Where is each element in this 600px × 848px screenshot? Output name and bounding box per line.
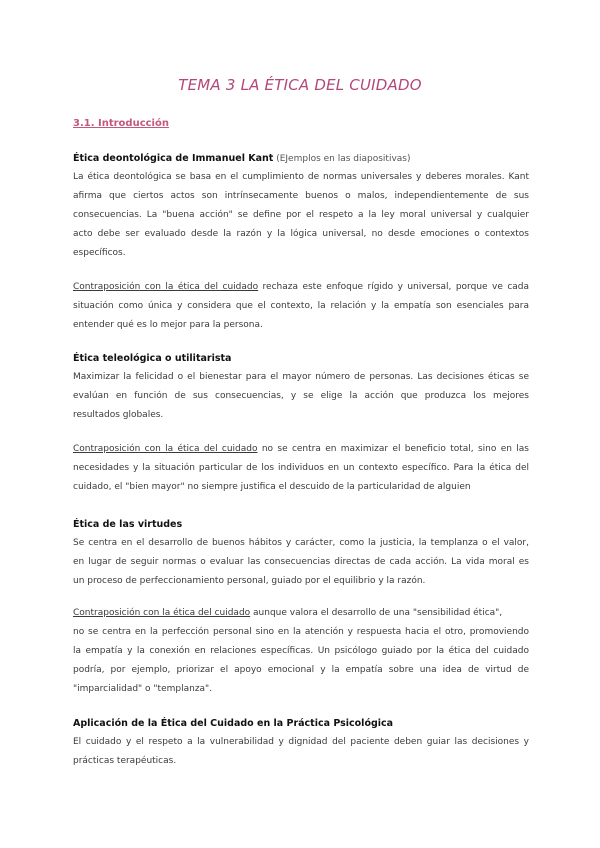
contrast-text: rechaza este enfoque rígido y universal, porque ve cada [258, 282, 530, 292]
paragraph-line: evalúan en función de sus consecuencias, y se elige la acción que produzca los mejores [73, 391, 529, 401]
paragraph-line: "imparcialidad" o "templanza". [73, 684, 213, 694]
paragraph-line: Se centra en el desarrollo de buenos hábitos y carácter, como la justicia, la templanza o el valor, [73, 538, 529, 548]
application-heading: Aplicación de la Ética del Cuidado en la Práctica Psicológica [73, 718, 394, 729]
deontological-heading-text: Ética deontológica de Immanuel Kant [73, 153, 274, 164]
contrast-3-block [73, 604, 529, 699]
contrast-2-block [73, 440, 529, 497]
paragraph-line: La ética deontológica se basa en el cumplimiento de normas universales y deberes morales. Kant [73, 172, 529, 182]
paragraph-line: El cuidado y el respeto a la vulnerabilidad y dignidad del paciente deben guiar las decisiones y [73, 737, 529, 747]
paragraph-line: cuidado, el "bien mayor" no siempre justifica el descuido de la particularidad de alguien [73, 482, 471, 492]
paragraph-line: prácticas terapéuticas. [73, 756, 177, 766]
paragraph-line [73, 278, 529, 297]
paragraph-line: situación como única y considera que el contexto, la relación y la empatía son esenciales para [73, 301, 529, 311]
contrast-label: Contraposición con la ética del cuidado [73, 282, 259, 292]
section-heading: 3.1. Introducción [73, 118, 169, 129]
deontological-heading [73, 149, 529, 168]
contrast-label: Contraposición con la ética del cuidado [73, 444, 258, 454]
paragraph-line [73, 604, 529, 623]
contrast-text: aunque valora el desarrollo de una "sensibilidad ética", [250, 608, 503, 618]
deontological-block [73, 149, 529, 263]
paragraph-line: específicos. [73, 248, 126, 258]
contrast-1-block [73, 278, 529, 335]
application-block [73, 714, 529, 771]
paragraph-line: afirma que ciertos actos son intrínsecamente buenos o malos, independientemente de sus [73, 191, 529, 201]
teleological-heading: Ética teleológica o utilitarista [73, 353, 232, 364]
deontological-note: (EJemplos en las diapositivas) [273, 154, 411, 164]
paragraph-line: la empatía y la conexión en relaciones específicas. Un psicólogo guiado por la ética del cuidado [73, 646, 529, 656]
paragraph-line: en lugar de seguir normas o evaluar las consecuencias directas de cada acción. La vida moral es [73, 557, 529, 567]
teleological-block [73, 349, 529, 425]
virtues-heading: Ética de las virtudes [73, 519, 183, 530]
paragraph-line: Maximizar la felicidad o el bienestar para el mayor número de personas. Las decisiones éticas se [73, 372, 529, 382]
contrast-label: Contraposición con la ética del cuidado [73, 608, 251, 618]
paragraph-line: consecuencias. La "buena acción" se define por el respeto a la ley moral universal y cualquier [73, 210, 529, 220]
paragraph-line: necesidades y la situación particular de los individuos en un contexto específico. Para la ética del [73, 463, 529, 473]
paragraph-line: acto debe ser evaluado desde la razón y la lógica universal, no desde emociones o contextos [73, 229, 529, 239]
paragraph-line: un proceso de perfeccionamiento personal, guiado por el equilibrio y la razón. [73, 576, 426, 586]
paragraph-line [73, 440, 529, 459]
paragraph-line: entender qué es lo mejor para la persona. [73, 320, 263, 330]
paragraph-line: podría, por ejemplo, priorizar el apoyo emocional y la empatía sobre una idea de virtud de [73, 665, 529, 675]
page-title: TEMA 3 LA ÉTICA DEL CUIDADO [178, 76, 422, 94]
paragraph-line: resultados globales. [73, 410, 164, 420]
contrast-text: no se centra en maximizar el beneficio total, sino en las [257, 444, 529, 454]
virtues-block [73, 515, 529, 591]
paragraph-line: no se centra en la perfección personal sino en la atención y respuesta hacia el otro, promoviendo [73, 627, 529, 637]
